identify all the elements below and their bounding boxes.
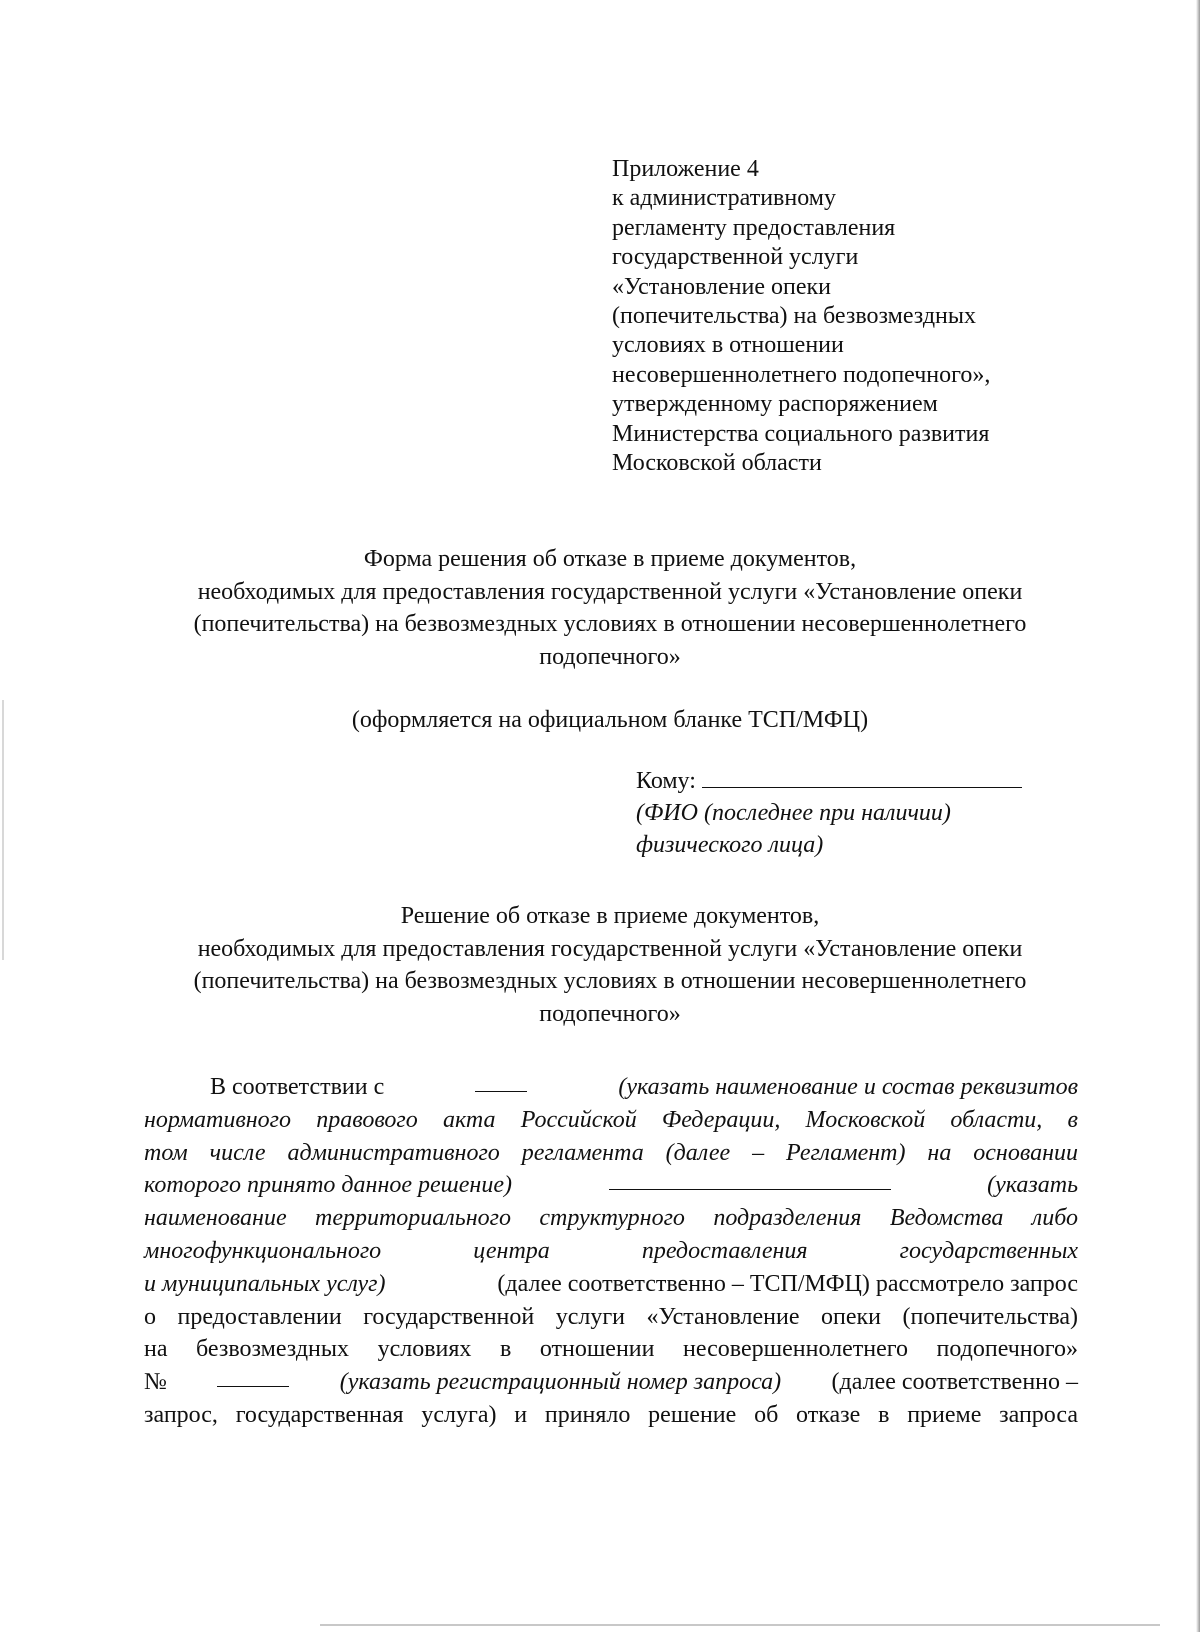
body-word: Федерации, xyxy=(661,1106,781,1133)
body-word: несовершеннолетнего xyxy=(683,1336,908,1363)
request-number-blank-field[interactable] xyxy=(217,1366,289,1387)
recipient-hint: физического лица) xyxy=(636,832,824,858)
body-word: акта xyxy=(442,1106,496,1133)
decision-title-line: Решение об отказе в приеме документов, xyxy=(400,903,820,929)
body-word: Регламент) xyxy=(786,1139,906,1166)
body-text-run: (указать наименование и состав реквизитов xyxy=(618,1074,1078,1100)
body-paragraph xyxy=(144,1071,1078,1432)
appendix-line: несовершеннолетнего подопечного», xyxy=(612,361,991,388)
body-word: предоставлении xyxy=(177,1303,342,1330)
scan-edge-artifact xyxy=(2,700,4,960)
form-title-line: Форма решения об отказе в приеме документов, xyxy=(363,546,857,572)
recipient-to-label: Кому: xyxy=(636,768,696,794)
body-line xyxy=(144,1104,1078,1137)
body-text-run: которого принято данное решение) xyxy=(144,1172,512,1199)
body-word: о xyxy=(144,1303,156,1330)
body-line xyxy=(144,1202,1078,1235)
body-word: в xyxy=(499,1336,512,1363)
appendix-line: Московской области xyxy=(612,450,822,477)
body-line xyxy=(144,1071,1078,1104)
body-text-run: № xyxy=(144,1369,167,1396)
body-text-run xyxy=(144,1202,1078,1235)
appendix-header xyxy=(612,155,1052,478)
body-word: в xyxy=(1067,1106,1078,1133)
blank-note: (оформляется на официальном бланке ТСП/МФЦ) xyxy=(351,707,869,733)
decision-title-line: необходимых для предоставления государственной услуги «Установление опеки xyxy=(197,935,1023,962)
body-word: Российской xyxy=(520,1106,637,1133)
body-word: условиях xyxy=(377,1336,472,1363)
body-text-run xyxy=(144,1301,1078,1334)
body-word: территориального xyxy=(314,1205,511,1232)
form-title-line: подопечного» xyxy=(539,643,681,670)
body-text-run: (далее соответственно – ТСП/МФЦ) рассмотрело запрос xyxy=(497,1270,1078,1297)
body-word: государственных xyxy=(899,1237,1078,1264)
body-word: регламента xyxy=(521,1139,644,1166)
body-word: в xyxy=(878,1401,890,1428)
body-word: приеме xyxy=(907,1401,982,1428)
body-word: Ведомства xyxy=(889,1205,1004,1232)
body-line xyxy=(144,1366,1078,1399)
body-word: (попечительства) xyxy=(902,1303,1078,1330)
decision-title xyxy=(140,900,1080,1030)
body-word: Московской xyxy=(805,1106,926,1133)
body-line xyxy=(144,1235,1078,1268)
body-text-run: (указать регистрационный номер запроса) xyxy=(339,1369,782,1396)
body-word: и xyxy=(514,1401,528,1428)
decision-title-line: подопечного» xyxy=(539,1000,681,1027)
act-blank-field[interactable] xyxy=(475,1071,527,1092)
body-text-run: (далее соответственно – xyxy=(831,1369,1078,1396)
recipient-to-line xyxy=(636,765,1056,797)
body-word: числе xyxy=(209,1139,266,1166)
body-word: наименование xyxy=(144,1205,287,1232)
subdivision-blank-field[interactable] xyxy=(609,1169,891,1190)
appendix-line: государственной услуги xyxy=(612,244,859,271)
decision-title-line: (попечительства) на безвозмездных условиях в отношении несовершеннолетнего xyxy=(193,968,1027,994)
body-word: нормативного xyxy=(144,1106,292,1133)
body-word: предоставления xyxy=(641,1237,808,1264)
body-word: государственной xyxy=(363,1303,535,1330)
body-word: услуги xyxy=(555,1303,626,1330)
body-word: запроса xyxy=(999,1401,1078,1428)
body-text-run xyxy=(144,1235,1078,1268)
body-line xyxy=(144,1301,1078,1334)
body-word: административного xyxy=(287,1139,500,1166)
form-title xyxy=(140,543,1080,673)
scan-edge-shadow xyxy=(1196,0,1200,1632)
body-word: отказе xyxy=(796,1401,861,1428)
body-word: – xyxy=(752,1139,765,1166)
body-text-run xyxy=(144,1399,1078,1432)
appendix-line: Приложение 4 xyxy=(612,156,759,182)
body-word: центра xyxy=(473,1237,550,1264)
body-word: приняло xyxy=(544,1401,631,1428)
body-word: области, xyxy=(950,1106,1043,1133)
body-word: многофункционального xyxy=(144,1237,382,1264)
recipient-name-field[interactable] xyxy=(702,765,1022,788)
body-text-run: В соответствии с xyxy=(210,1074,385,1100)
body-word: правового xyxy=(316,1106,418,1133)
body-word: подразделения xyxy=(713,1205,862,1232)
appendix-line: (попечительства) на безвозмездных xyxy=(612,303,976,330)
body-word: основании xyxy=(973,1139,1078,1166)
body-word: об xyxy=(754,1401,779,1428)
appendix-line: утвержденному распоряжением xyxy=(612,391,938,418)
appendix-line: регламенту предоставления xyxy=(612,214,896,241)
body-word: (далее xyxy=(665,1139,731,1166)
appendix-line: «Установление опеки xyxy=(612,273,832,300)
form-title-line: необходимых для предоставления государственной услуги «Установление опеки xyxy=(197,578,1023,605)
recipient-hint: (ФИО (последнее при наличии) xyxy=(636,800,951,826)
body-line xyxy=(144,1268,1078,1301)
recipient-block xyxy=(636,765,1056,861)
body-word: подопечного» xyxy=(936,1336,1078,1363)
appendix-line: к административному xyxy=(612,185,836,212)
body-word: запрос, xyxy=(144,1401,218,1428)
body-word: опеки xyxy=(821,1303,881,1330)
body-word: безвозмездных xyxy=(196,1336,350,1363)
body-word: решение xyxy=(648,1401,737,1428)
body-text-run xyxy=(144,1333,1078,1366)
body-line xyxy=(144,1399,1078,1432)
body-line xyxy=(144,1137,1078,1170)
form-title-line: (попечительства) на безвозмездных условиях в отношении несовершеннолетнего xyxy=(193,611,1027,637)
body-text-run: и муниципальных услуг) xyxy=(144,1270,386,1297)
body-word: том xyxy=(144,1139,188,1166)
body-word: на xyxy=(927,1139,952,1166)
body-word: «Установление xyxy=(646,1303,800,1330)
body-word: услуга) xyxy=(421,1401,497,1428)
body-word: государственная xyxy=(235,1401,404,1428)
body-word: отношении xyxy=(539,1336,655,1363)
appendix-line: Министерства социального развития xyxy=(612,420,990,447)
body-text-run xyxy=(144,1104,1078,1137)
body-word: на xyxy=(144,1336,168,1363)
appendix-line: условиях в отношении xyxy=(612,332,844,359)
body-line xyxy=(144,1169,1078,1202)
body-text-run xyxy=(144,1137,1078,1170)
body-line xyxy=(144,1333,1078,1366)
body-word: либо xyxy=(1031,1205,1078,1232)
body-text-run: (указать xyxy=(987,1172,1078,1199)
body-word: структурного xyxy=(539,1205,685,1232)
scan-bottom-line xyxy=(320,1624,1160,1626)
